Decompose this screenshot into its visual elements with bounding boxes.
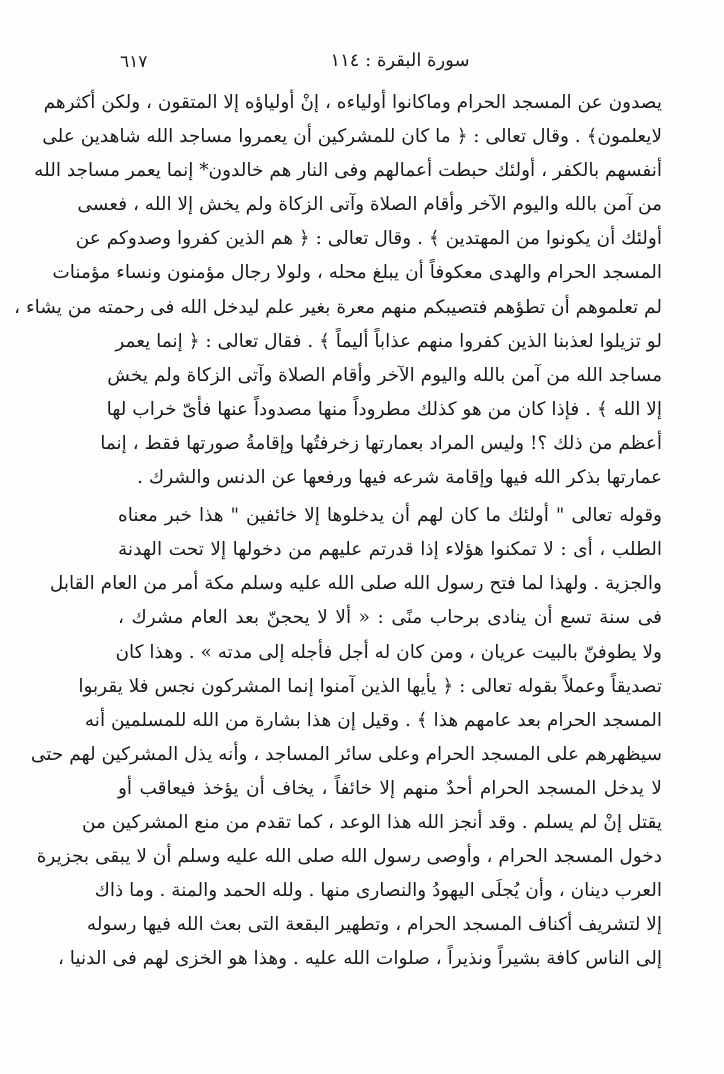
text-line: سيظهرهم على المسجد الحرام وعلى سائر المساجد ، وأنه يذل المشركين لهم حتى [30,743,662,765]
page-header [120,46,660,86]
text-line: لم تعلموهم أن تطؤهم فتصيبكم منهم معرة بغير علم ليدخل الله فى رحمته من يشاء ، [14,296,662,318]
text-line: دخول المسجد الحرام ، وأوصى رسول الله صلى الله عليه وسلم أن لا يبقى بجزيرة [36,846,662,868]
running-title: سورة البقرة : ١١٤ [330,50,470,71]
text-line: ولا يطوفنّ بالبيت عريان ، ومن كان له أجل فأجله إلى مدته » . وهذا كان [115,641,662,663]
text-line: لايعلمون﴾ . وقال تعالى : ﴿ ما كان للمشركين أن يعمروا مساجد الله شاهدين على [42,126,662,148]
text-line: من آمن بالله واليوم الآخر وأقام الصلاة وآتى الزكاة ولم يخش إلا الله ، فعسى [77,194,662,216]
text-line: يقتل إنْ لم يسلم . وقد أنجز الله هذا الوعد ، كما تقدم من منع المشركين من [81,811,662,833]
text-line: عمارتها بذكر الله فيها وإقامة شرعه فيها ورفعها عن الدنس والشرك . [137,467,662,489]
text-line: مساجد الله من آمن بالله واليوم الآخر وأقام الصلاة وآتى الزكاة ولم يخش [107,364,662,386]
text-line: إلا لتشريف أكناف المسجد الحرام ، وتطهير البقعة التى بعث الله فيها رسوله [86,914,662,936]
text-line: أنفسهم بالكفر ، أولئك حبطت أعمالهم وفى النار هم خالدون* إنما يعمر مساجد الله [34,160,662,182]
text-line: تصديقاً وعملاً بقوله تعالى : ﴿ يأيها الذين آمنوا إنما المشركون نجس فلا يقربوا [78,675,662,697]
text-line: لو تزيلوا لعذبنا الذين كفروا منهم عذاباً أليماً ﴾ . فقال تعالى : ﴿ إنما يعمر [115,330,662,352]
page-body [14,86,662,976]
text-line: أولئك أن يكونوا من المهتدين ﴾ . وقال تعالى : ﴿ هم الذين كفروا وصدوكم عن [75,228,662,250]
text-line: فى سنة تسع أن ينادى برحاب منًى : « ألا لا يحجنّ بعد العام مشرك ، [118,607,662,629]
text-line: إلى الناس كافة بشيراً ونذيراً ، صلوات الله عليه . وهذا هو الخزى لهم فى الدنيا ، [57,948,662,970]
text-line: أعظم من ذلك ؟! وليس المراد بعمارتها زخرفتُها وإقامةُ صورتها فقط ، إنما [100,432,662,454]
text-line: لا يدخل المسجد الحرام أحدٌ منهم إلا خائفاً ، يخاف أن يؤخذ فيعاقب أو [118,777,662,799]
text-line: والجزية . ولهذا لما فتح رسول الله صلى الله عليه وسلم مكة أمر من العام القابل [49,573,662,595]
text-line: وقوله تعالى " أولئك ما كان لهم أن يدخلوها إلا خائفين " هذا خبر معناه [118,505,662,527]
text-line: يصدون عن المسجد الحرام وماكانوا أولياءه ، إنْ أولياؤه إلا المتقون ، ولكن أكثرهم [43,92,662,113]
text-line: المسجد الحرام والهدى معكوفاً أن يبلغ محله ، ولولا رجال مؤمنون ونساء مؤمنات [52,262,662,284]
page-number: ٦١٧ [120,52,148,72]
text-line: المسجد الحرام بعد عامهم هذا ﴾ . وقيل إن هذا بشارة من الله للمسلمين أنه [84,709,662,731]
paragraph-1 [14,86,662,495]
text-line: العرب دينان ، وأن يُجلَى اليهودُ والنصارى منها . ولله الحمد والمنة . وما ذاك [94,880,662,902]
paragraph-2 [30,499,662,976]
text-line: الطلب ، أى : لا تمكنوا هؤلاء إذا قدرتم عليهم من دخولها إلا تحت الهدنة [118,539,662,561]
text-line: إلا الله ﴾ . فإذا كان من هو كذلك مطروداً منها مصدوداً عنها فأىّ خراب لها [106,398,662,420]
